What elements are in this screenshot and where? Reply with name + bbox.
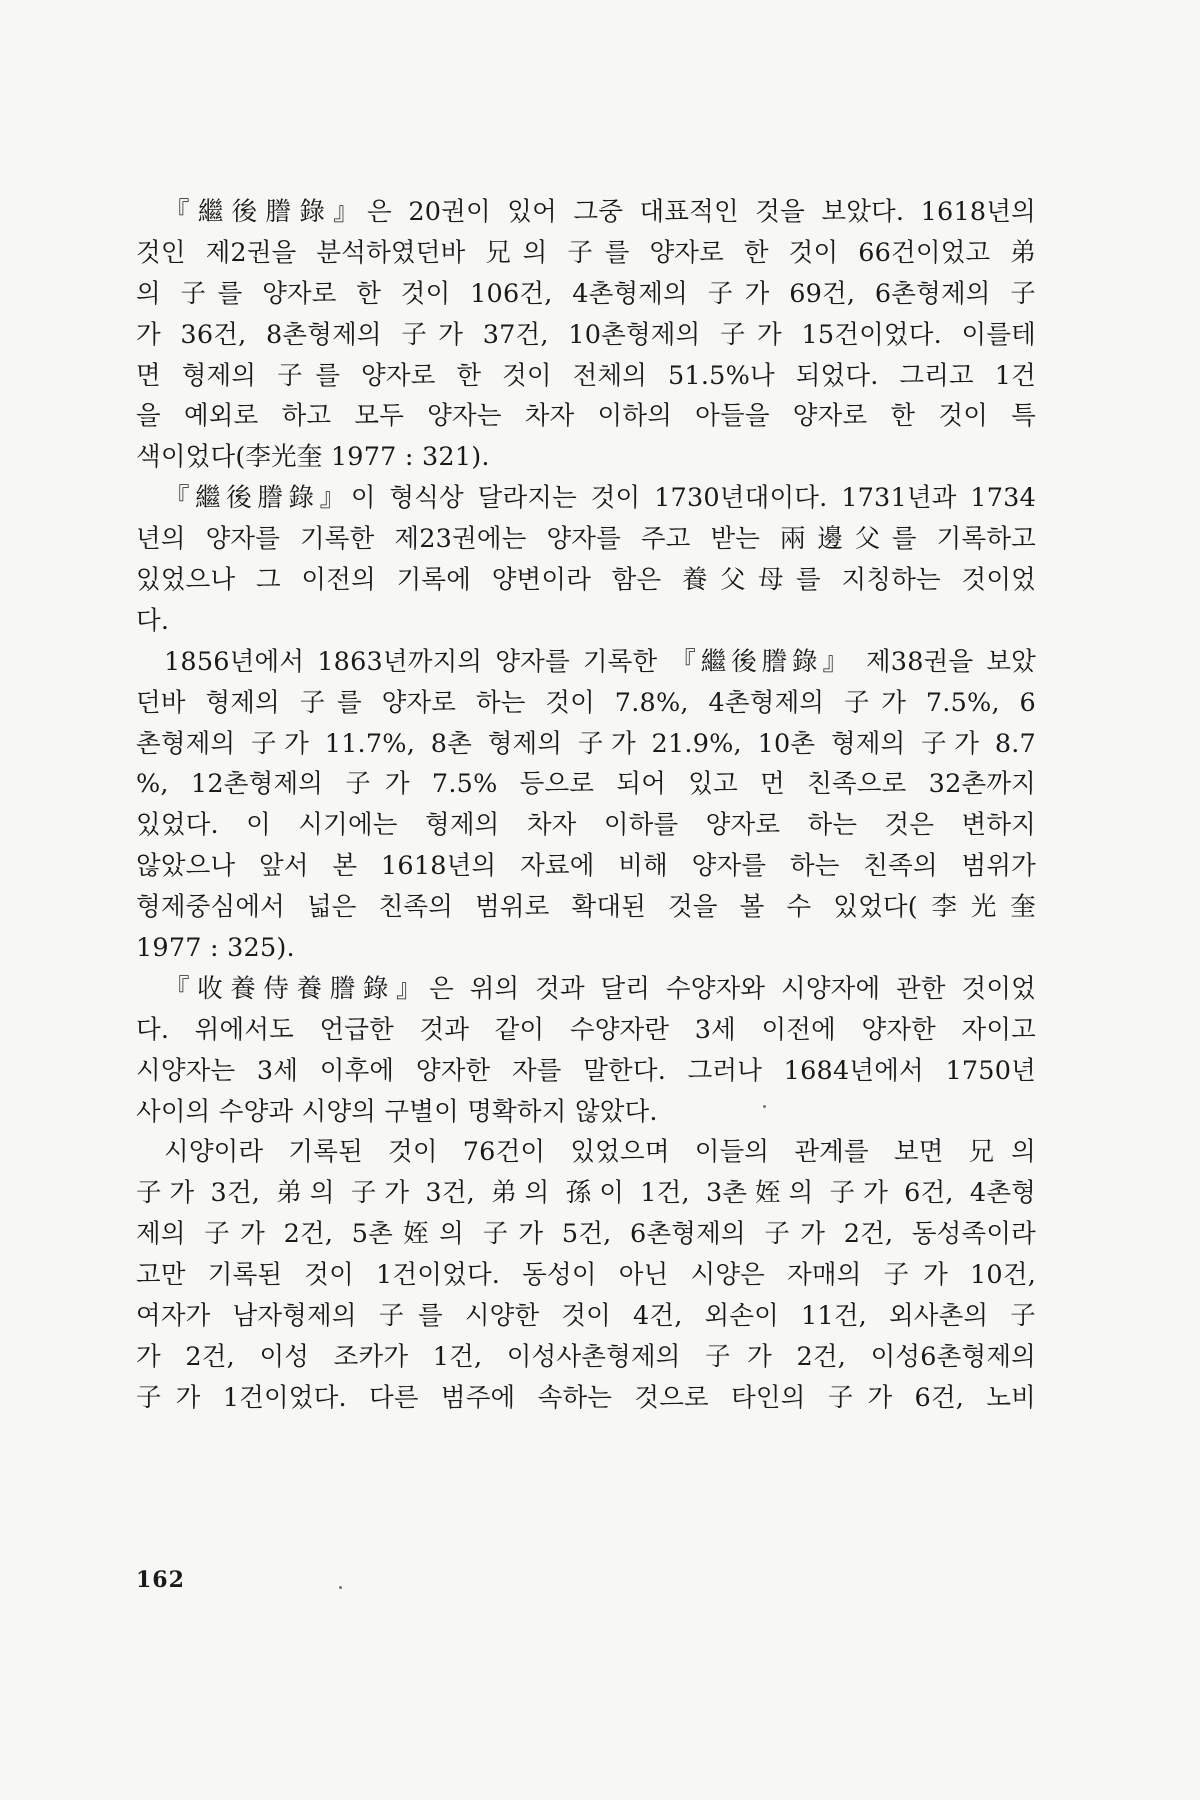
text-line: 있었으나 그 이전의 기록에 양변이라 함은 養父母를 지칭하는 것이었: [136, 565, 1036, 596]
text-line: 을 예외로 하고 모두 양자는 차자 이하의 아들을 양자로 한 것이 특: [136, 401, 1036, 432]
text-line: 子가 3건, 弟의 子가 3건, 弟의 孫이 1건, 3촌姪의 子가 6건, 4촌형: [136, 1178, 1036, 1209]
text-line: 던바 형제의 子를 양자로 하는 것이 7.8%, 4촌형제의 子가 7.5%, 6: [136, 687, 1036, 718]
text-line: 않았으나 앞서 본 1618년의 자료에 비해 양자를 하는 친족의 범위가: [136, 851, 1036, 882]
text-line: 여자가 남자형제의 子를 시양한 것이 4건, 외손이 11건, 외사촌의 子: [136, 1301, 1036, 1332]
scan-speck: [763, 1105, 766, 1108]
page-number: 162: [136, 1567, 185, 1593]
text-line: 있었다. 이 시기에는 형제의 차자 이하를 양자로 하는 것은 변하지: [136, 810, 1036, 841]
text-line: 『收養侍養謄錄』은 위의 것과 달리 수양자와 시양자에 관한 것이었: [164, 973, 1036, 1004]
text-line: 고만 기록된 것이 1건이었다. 동성이 아닌 시양은 자매의 子가 10건,: [136, 1260, 1036, 1291]
text-line: 子가 1건이었다. 다른 범주에 속하는 것으로 타인의 子가 6건, 노비: [136, 1382, 1036, 1413]
text-line: 가 2건, 이성 조카가 1건, 이성사촌형제의 子가 2건, 이성6촌형제의: [136, 1341, 1036, 1372]
text-line: 시양이라 기록된 것이 76건이 있었으며 이들의 관계를 보면 兄의: [164, 1137, 1036, 1168]
text-line: 색이었다(李光奎 1977 : 321).: [136, 442, 490, 473]
text-line: 면 형제의 子를 양자로 한 것이 전체의 51.5%나 되었다. 그리고 1건: [136, 360, 1036, 391]
text-line: 제의 子가 2건, 5촌姪의 子가 5건, 6촌형제의 子가 2건, 동성족이라: [136, 1219, 1036, 1250]
text-line: 사이의 수양과 시양의 구별이 명확하지 않았다.: [136, 1096, 658, 1127]
scan-speck: [339, 1586, 342, 1589]
text-line: 1856년에서 1863년까지의 양자를 기록한 『繼後謄錄』 제38권을 보았: [164, 646, 1036, 677]
text-line: 다.: [136, 605, 170, 636]
text-line: 의 子를 양자로 한 것이 106건, 4촌형제의 子가 69건, 6촌형제의 子: [136, 278, 1036, 309]
text-line: 『繼後謄錄』은 20권이 있어 그중 대표적인 것을 보았다. 1618년의: [164, 197, 1036, 227]
text-line: 다. 위에서도 언급한 것과 같이 수양자란 3세 이전에 양자한 자이고: [136, 1014, 1036, 1045]
text-line: 가 36건, 8촌형제의 子가 37건, 10촌형제의 子가 15건이었다. 이를테: [136, 319, 1036, 350]
text-line: 『繼後謄錄』이 형식상 달라지는 것이 1730년대이다. 1731년과 1734: [164, 483, 1036, 514]
text-line: 촌형제의 子가 11.7%, 8촌 형제의 子가 21.9%, 10촌 형제의 子가 8.7: [136, 728, 1036, 759]
body-text: [136, 192, 1036, 1419]
text-line: 1977 : 325).: [136, 933, 295, 964]
text-line: 시양자는 3세 이후에 양자한 자를 말한다. 그러나 1684년에서 1750년: [136, 1055, 1036, 1086]
text-line: 것인 제2권을 분석하였던바 兄의 子를 양자로 한 것이 66건이었고 弟: [136, 237, 1036, 268]
text-line: %, 12촌형제의 子가 7.5% 등으로 되어 있고 먼 친족으로 32촌까지: [136, 769, 1036, 800]
text-line: 형제중심에서 넓은 친족의 범위로 확대된 것을 볼 수 있었다(李光奎: [136, 892, 1036, 923]
text-line: 년의 양자를 기록한 제23권에는 양자를 주고 받는 兩邊父를 기록하고: [136, 524, 1036, 555]
